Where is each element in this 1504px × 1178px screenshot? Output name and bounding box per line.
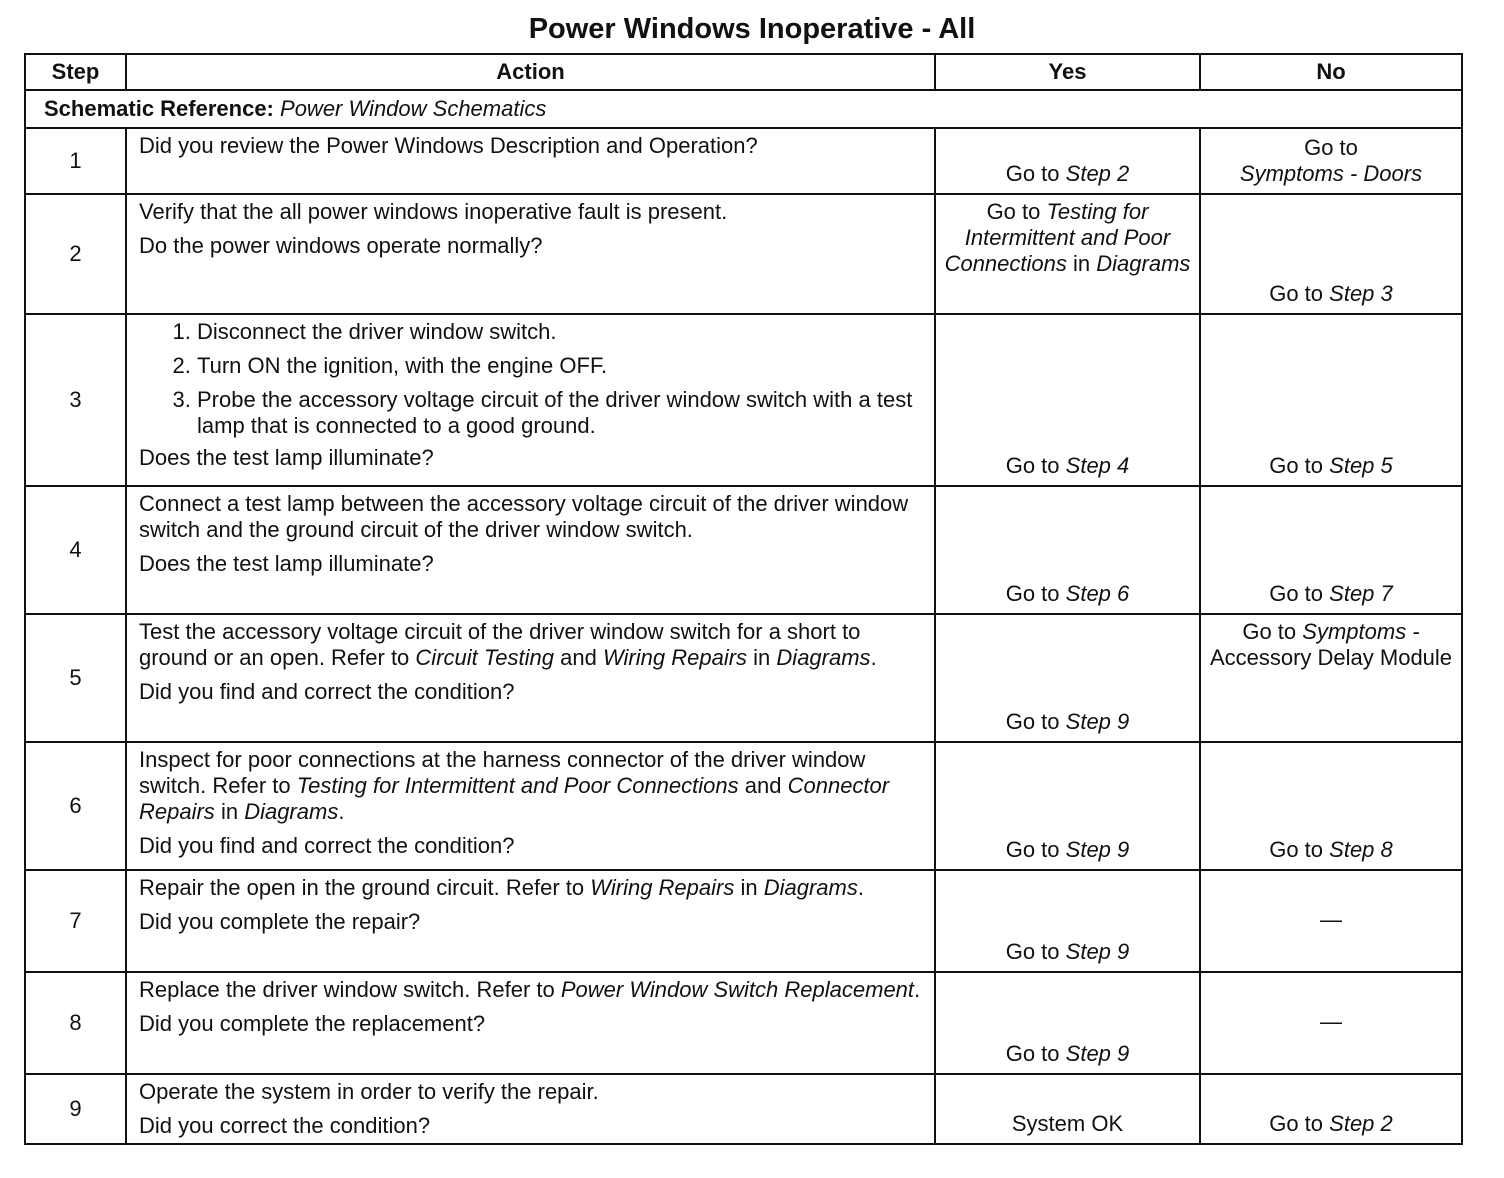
no-text: Go to [1269,581,1324,606]
no-text: Go to [1269,837,1324,862]
yes-text: Go to [1005,161,1060,186]
action-text: Repair the open in the ground circuit. Refer to Wiring Repairs in Diagrams. [139,875,864,900]
diagnostic-table [24,53,1463,1145]
action-text: Operate the system in order to verify the repair. [139,1079,599,1104]
yes-text: in [1073,251,1091,276]
yes-text: Go to [1005,1041,1060,1066]
action-question: Does the test lamp illuminate? [139,551,434,576]
page-title: Power Windows Inoperative - All [528,13,976,45]
yes-text: System OK [1011,1111,1124,1136]
table-row [25,314,1462,486]
no-cell [1200,870,1462,972]
yes-cell [935,614,1200,742]
no-text: Go to [1269,281,1324,306]
action-cell [126,972,935,1074]
no-cell [1200,486,1462,614]
yes-link[interactable]: Testing for Intermittent and Poor Connections [944,199,1171,276]
action-cell [126,614,935,742]
step-number: 1 [25,128,126,194]
yes-text: Go to [1005,837,1060,862]
action-cell [126,194,935,314]
yes-link[interactable]: Step 9 [1065,709,1130,734]
action-link[interactable]: Circuit Testing [415,645,554,670]
action-text: Inspect for poor connections at the harness connector of the driver window switch. Refer to Testing for Intermittent and Poor Connections and Connector Repairs in Diagrams. [139,747,890,824]
action-link[interactable]: Wiring Repairs [602,645,748,670]
table-row [25,972,1462,1074]
table-row [25,128,1462,194]
no-cell [1200,742,1462,870]
step-number: 5 [25,614,126,742]
action-question: Did you find and correct the condition? [139,679,515,704]
no-cell [1200,194,1462,314]
yes-link[interactable]: Step 9 [1065,1041,1130,1066]
no-cell [1200,314,1462,486]
no-cell [1200,972,1462,1074]
header-step: Step [25,54,126,90]
action-cell [126,1074,935,1144]
table-row [25,742,1462,870]
yes-link[interactable]: Step 6 [1065,581,1130,606]
yes-text: Go to [1005,453,1060,478]
schematic-link[interactable]: Power Window Schematics [280,96,547,121]
action-cell [126,742,935,870]
list-item: 1. Disconnect the driver window switch. [197,319,928,345]
yes-cell [935,314,1200,486]
action-question: Did you correct the condition? [139,1113,431,1138]
yes-text: Go to [1005,581,1060,606]
header-yes: Yes [935,54,1200,90]
yes-text: Go to [986,199,1041,224]
list-item: 3. Probe the accessory voltage circuit of the driver window switch with a test lamp that is connected to a good ground. [197,387,928,439]
action-list [139,319,928,439]
table-row [25,870,1462,972]
action-link[interactable]: Diagrams [776,645,871,670]
step-number: 8 [25,972,126,1074]
yes-cell [935,972,1200,1074]
action-question: Do the power windows operate normally? [139,233,543,258]
yes-link[interactable]: Step 4 [1065,453,1130,478]
no-text: Go to [1304,135,1358,160]
yes-link[interactable]: Step 2 [1065,161,1130,186]
action-link[interactable]: Wiring Repairs [590,875,735,900]
action-question: Does the test lamp illuminate? [139,445,434,470]
yes-text: Go to [1005,709,1060,734]
action-text: Verify that the all power windows inoperative fault is present. [139,199,728,224]
table-row [25,1074,1462,1144]
yes-cell [935,742,1200,870]
header-action: Action [126,54,935,90]
step-number: 9 [25,1074,126,1144]
action-question: Did you find and correct the condition? [139,833,515,858]
step-number: 2 [25,194,126,314]
table-row [25,194,1462,314]
no-link[interactable]: Symptoms - [1302,619,1420,644]
action-text: Connect a test lamp between the accessory voltage circuit of the driver window switch and the ground circuit of the driver window switch. [139,491,909,542]
yes-link[interactable]: Step 9 [1065,939,1130,964]
step-number: 7 [25,870,126,972]
action-cell [126,870,935,972]
no-cell [1200,128,1462,194]
yes-link[interactable]: Diagrams [1096,251,1191,276]
no-text: Go to [1269,453,1324,478]
no-cell [1200,614,1462,742]
action-cell [126,128,935,194]
no-link[interactable]: Step 2 [1329,1111,1393,1136]
yes-cell [935,870,1200,972]
action-link[interactable]: Connector Repairs [139,773,890,824]
schematic-reference [25,90,1462,128]
no-cell [1200,1074,1462,1144]
action-cell [126,314,935,486]
header-row [25,54,1462,90]
action-cell [126,486,935,614]
no-text: Go to [1242,619,1297,644]
header-no: No [1200,54,1462,90]
step-number: 4 [25,486,126,614]
action-link[interactable]: Power Window Switch Replacement [560,977,915,1002]
no-text: — [1320,1009,1342,1034]
action-question: Did you complete the repair? [139,909,421,934]
no-text: — [1320,907,1342,932]
no-text: Accessory Delay Module [1209,645,1453,670]
yes-text: Go to [1005,939,1060,964]
schematic-row [25,90,1462,128]
action-link[interactable]: Testing for Intermittent and Poor Connections [296,773,739,798]
no-link[interactable]: Step 5 [1329,453,1393,478]
no-link[interactable]: Step 3 [1329,281,1393,306]
list-item: 2. Turn ON the ignition, with the engine OFF. [197,353,928,379]
action-link[interactable]: Diagrams [763,875,858,900]
table-row [25,614,1462,742]
action-text: Did you review the Power Windows Description and Operation? [139,133,758,158]
action-link[interactable]: Diagrams [244,799,339,824]
yes-cell [935,1074,1200,1144]
no-link[interactable]: Step 8 [1329,837,1393,862]
no-link[interactable]: Step 7 [1329,581,1393,606]
no-link[interactable]: Symptoms - Doors [1239,161,1423,186]
yes-cell [935,486,1200,614]
yes-cell [935,128,1200,194]
table-row [25,486,1462,614]
step-number: 3 [25,314,126,486]
action-question: Did you complete the replacement? [139,1011,486,1036]
yes-cell [935,194,1200,314]
yes-link[interactable]: Step 9 [1065,837,1130,862]
schematic-label: Schematic Reference: [44,96,274,121]
no-text: Go to [1269,1111,1324,1136]
action-text: Replace the driver window switch. Refer to Power Window Switch Replacement. [139,977,921,1002]
action-text: Test the accessory voltage circuit of the driver window switch for a short to ground or an open. Refer to Circuit Testing and Wiring Repairs in Diagrams. [139,619,877,670]
step-number: 6 [25,742,126,870]
